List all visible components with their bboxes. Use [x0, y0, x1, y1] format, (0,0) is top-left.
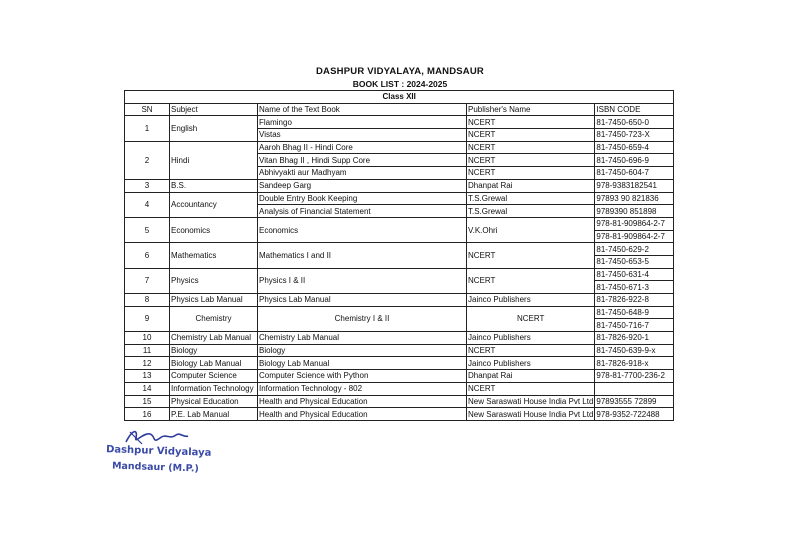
sn-cell: 15 — [125, 395, 170, 408]
book-cell: Analysis of Financial Statement — [258, 205, 467, 218]
isbn-cell: 81-7450-604-7 — [595, 167, 674, 180]
column-header-subject: Subject — [170, 103, 258, 116]
subject-cell: Computer Science — [170, 370, 258, 383]
publisher-cell: NCERT — [467, 382, 595, 395]
table-row — [125, 370, 674, 383]
publisher-cell: NCERT — [467, 306, 595, 331]
book-cell: Biology Lab Manual — [258, 357, 467, 370]
table-row — [125, 192, 674, 205]
book-cell: Health and Physical Education — [258, 408, 467, 421]
isbn-cell: 978-81-909864-2-7 — [595, 217, 674, 230]
subject-cell: P.E. Lab Manual — [170, 408, 258, 421]
sn-cell: 11 — [125, 344, 170, 357]
publisher-cell: NCERT — [467, 243, 595, 268]
publisher-cell: T.S.Grewal — [467, 205, 595, 218]
sn-cell: 2 — [125, 141, 170, 179]
subject-cell: Mathematics — [170, 243, 258, 268]
sn-cell: 13 — [125, 370, 170, 383]
book-list-title: BOOK LIST : 2024-2025 — [352, 79, 448, 89]
isbn-cell: 978-9352-722488 — [595, 408, 674, 421]
subject-cell: Information Technology — [170, 382, 258, 395]
book-cell: Physics I & II — [258, 268, 467, 293]
subject-cell: Chemistry — [170, 306, 258, 331]
book-cell: Abhivyakti aur Madhyam — [258, 167, 467, 180]
sn-cell: 9 — [125, 306, 170, 331]
table-row — [125, 243, 674, 256]
book-cell: Vitan Bhag II , Hindi Supp Core — [258, 154, 467, 167]
isbn-cell — [595, 382, 674, 395]
publisher-cell: NCERT — [467, 154, 595, 167]
subject-cell: Accountancy — [170, 192, 258, 217]
book-cell: Information Technology - 802 — [258, 382, 467, 395]
isbn-cell: 978-81-909864-2-7 — [595, 230, 674, 243]
table-row — [125, 395, 674, 408]
book-cell: Economics — [258, 217, 467, 242]
table-row — [125, 332, 674, 345]
sn-cell: 1 — [125, 116, 170, 141]
table-row — [125, 344, 674, 357]
table-row — [125, 116, 674, 129]
sn-cell: 7 — [125, 268, 170, 293]
sn-cell: 6 — [125, 243, 170, 268]
column-header-sn: SN — [125, 103, 170, 116]
isbn-cell: 81-7450-659-4 — [595, 141, 674, 154]
column-header-book: Name of the Text Book — [258, 103, 467, 116]
subject-cell: Biology Lab Manual — [170, 357, 258, 370]
publisher-cell: NCERT — [467, 116, 595, 129]
table-row — [125, 294, 674, 307]
sn-cell: 4 — [125, 192, 170, 217]
stamp-school-name: Dashpur Vidyalaya — [105, 444, 212, 459]
isbn-cell: 978-9383182541 — [595, 179, 674, 192]
sn-cell: 12 — [125, 357, 170, 370]
publisher-cell: V.K.Ohri — [467, 217, 595, 242]
book-cell: Flamingo — [258, 116, 467, 129]
subject-cell: Physics Lab Manual — [170, 294, 258, 307]
table-row — [125, 268, 674, 281]
isbn-cell: 81-7450-648-9 — [595, 306, 674, 319]
book-cell: Computer Science with Python — [258, 370, 467, 383]
isbn-cell: 81-7826-920-1 — [595, 332, 674, 345]
class-label: Class XII — [125, 91, 674, 104]
table-row — [125, 408, 674, 421]
isbn-cell: 97893555 72899 — [595, 395, 674, 408]
isbn-cell: 81-7450-653-5 — [595, 255, 674, 268]
publisher-cell: NCERT — [467, 344, 595, 357]
table-row — [125, 357, 674, 370]
isbn-cell: 81-7450-716-7 — [595, 319, 674, 332]
column-header-publisher: Publisher's Name — [467, 103, 595, 116]
publisher-cell: Dhanpat Rai — [467, 179, 595, 192]
isbn-cell: 97893 90 821836 — [595, 192, 674, 205]
subject-cell: Physics — [170, 268, 258, 293]
subject-cell: English — [170, 116, 258, 141]
class-row — [125, 91, 674, 104]
book-cell: Sandeep Garg — [258, 179, 467, 192]
isbn-cell: 81-7450-671-3 — [595, 281, 674, 294]
subject-cell: Chemistry Lab Manual — [170, 332, 258, 345]
book-cell: Mathematics I and II — [258, 243, 467, 268]
subject-cell: Physical Education — [170, 395, 258, 408]
book-cell: Double Entry Book Keeping — [258, 192, 467, 205]
isbn-cell: 81-7450-650-0 — [595, 116, 674, 129]
book-cell: Health and Physical Education — [258, 395, 467, 408]
publisher-cell: NCERT — [467, 141, 595, 154]
school-name: DASHPUR VIDYALAYA, MANDSAUR — [316, 66, 484, 77]
book-cell: Vistas — [258, 129, 467, 142]
subject-cell: Hindi — [170, 141, 258, 179]
table-row — [125, 141, 674, 154]
publisher-cell: Jainco Publishers — [467, 332, 595, 345]
publisher-cell: T.S.Grewal — [467, 192, 595, 205]
publisher-cell: New Saraswati House India Pvt Ltd — [468, 396, 594, 406]
sn-cell: 14 — [125, 382, 170, 395]
publisher-cell: Jainco Publishers — [467, 294, 595, 307]
table-row — [125, 179, 674, 192]
header-row — [125, 103, 674, 116]
publisher-cell: NCERT — [467, 268, 595, 293]
publisher-cell: NCERT — [467, 129, 595, 142]
isbn-cell: 81-7450-723-X — [595, 129, 674, 142]
sn-cell: 3 — [125, 179, 170, 192]
book-cell: Chemistry I & II — [258, 306, 467, 331]
table-row — [125, 306, 674, 319]
sn-cell: 5 — [125, 217, 170, 242]
subject-cell: Biology — [170, 344, 258, 357]
publisher-cell: New Saraswati House India Pvt Ltd — [468, 409, 594, 419]
publisher-cell: NCERT — [467, 167, 595, 180]
publisher-cell: Dhanpat Rai — [467, 370, 595, 383]
publisher-cell: Jainco Publishers — [467, 357, 595, 370]
book-cell: Chemistry Lab Manual — [258, 332, 467, 345]
stamp-location: Mandsaur (M.P.) — [111, 460, 199, 475]
isbn-cell: 81-7450-696-9 — [595, 154, 674, 167]
isbn-cell: 81-7450-639-9-x — [595, 344, 674, 357]
book-list-table — [124, 90, 674, 421]
isbn-cell: 81-7826-922-8 — [595, 294, 674, 307]
subject-cell: Economics — [170, 217, 258, 242]
table-row — [125, 217, 674, 230]
book-cell: Physics Lab Manual — [258, 294, 467, 307]
sn-cell: 8 — [125, 294, 170, 307]
isbn-cell: 9789390 851898 — [595, 205, 674, 218]
table-row — [125, 382, 674, 395]
isbn-cell: 81-7826-918-x — [595, 357, 674, 370]
isbn-cell: 978-81-7700-236-2 — [595, 370, 674, 383]
book-cell: Aaroh Bhag II - Hindi Core — [258, 141, 467, 154]
book-cell: Biology — [258, 344, 467, 357]
isbn-cell: 81-7450-631-4 — [595, 268, 674, 281]
sn-cell: 16 — [125, 408, 170, 421]
column-header-isbn: ISBN CODE — [595, 103, 674, 116]
subject-cell: B.S. — [170, 179, 258, 192]
isbn-cell: 81-7450-629-2 — [595, 243, 674, 256]
sn-cell: 10 — [125, 332, 170, 345]
